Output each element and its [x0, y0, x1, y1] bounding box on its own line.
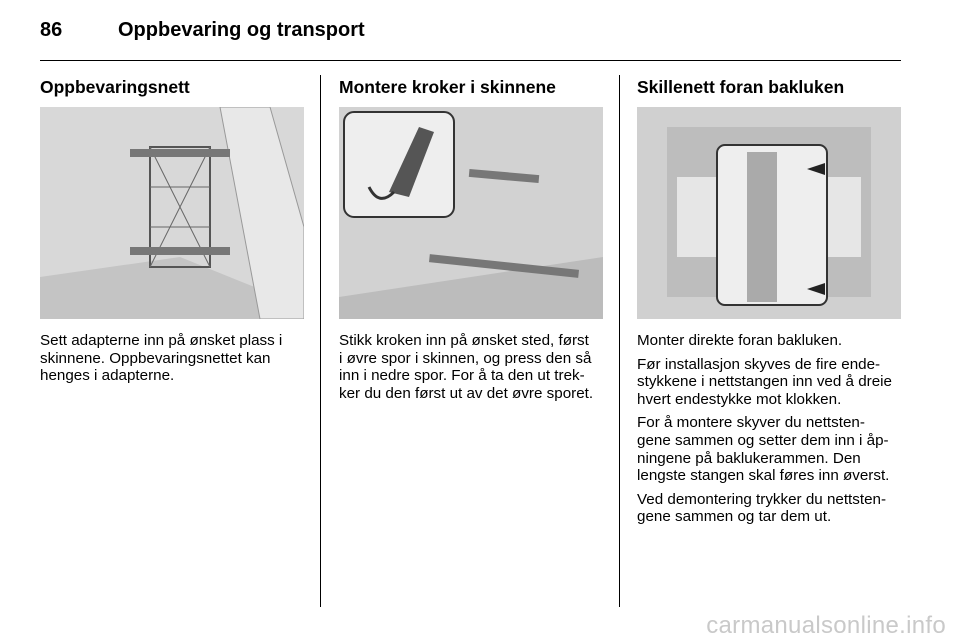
text-line: gene sammen og tar dem ut. — [637, 508, 832, 526]
paragraph — [637, 356, 902, 409]
column-divider — [619, 75, 620, 607]
paragraph — [339, 332, 604, 402]
hook-rail-illustration — [339, 107, 603, 319]
section-heading: Montere kroker i skinnene — [339, 77, 556, 97]
text-line: skinnene. Oppbevaringsnettet kan — [40, 349, 271, 367]
text-line: lengste stangen skal føres inn øverst. — [637, 467, 890, 485]
text-line: Monter direkte foran bakluken. — [637, 332, 843, 349]
page-number: 86 — [40, 19, 63, 41]
text-line: ningene på baklukerammen. Den — [637, 449, 861, 467]
text-line: i øvre spor i skinnen, og press den så — [339, 349, 592, 367]
text-line: Før installasjon skyves de fire ende- — [637, 355, 881, 373]
paragraph — [637, 332, 902, 350]
header-rule — [40, 60, 901, 61]
text-line: ker du den først ut av det øvre sporet. — [339, 384, 594, 402]
paragraph — [637, 491, 902, 526]
paragraph — [40, 332, 305, 385]
section-partition-net — [637, 77, 902, 532]
storage-net-illustration — [40, 107, 304, 319]
watermark: carmanualsonline.info — [706, 612, 946, 639]
text-line: gene sammen og setter dem inn i åp- — [637, 431, 889, 449]
section-hooks — [339, 77, 604, 408]
section-heading: Oppbevaringsnett — [40, 77, 190, 97]
text-line: stykkene i nettstangen inn ved å dreie — [637, 373, 892, 391]
paragraph — [637, 414, 902, 484]
text-line: henges i adapterne. — [40, 367, 175, 385]
text-line: hvert endestykke mot klokken. — [637, 390, 842, 408]
column-divider — [320, 75, 321, 607]
text-line: Stikk kroken inn på ønsket sted, først — [339, 332, 589, 349]
text-line: Ved demontering trykker du nettsten- — [637, 490, 887, 508]
section-storage-net — [40, 77, 305, 391]
text-line: For å montere skyver du nettsten- — [637, 414, 865, 432]
section-heading: Skillenett foran bakluken — [637, 77, 845, 97]
page-title: Oppbevaring og transport — [118, 19, 365, 41]
text-line: Sett adapterne inn på ønsket plass i — [40, 332, 283, 349]
partition-net-illustration — [637, 107, 901, 319]
text-line: inn i nedre spor. For å ta den ut trek- — [339, 367, 585, 385]
